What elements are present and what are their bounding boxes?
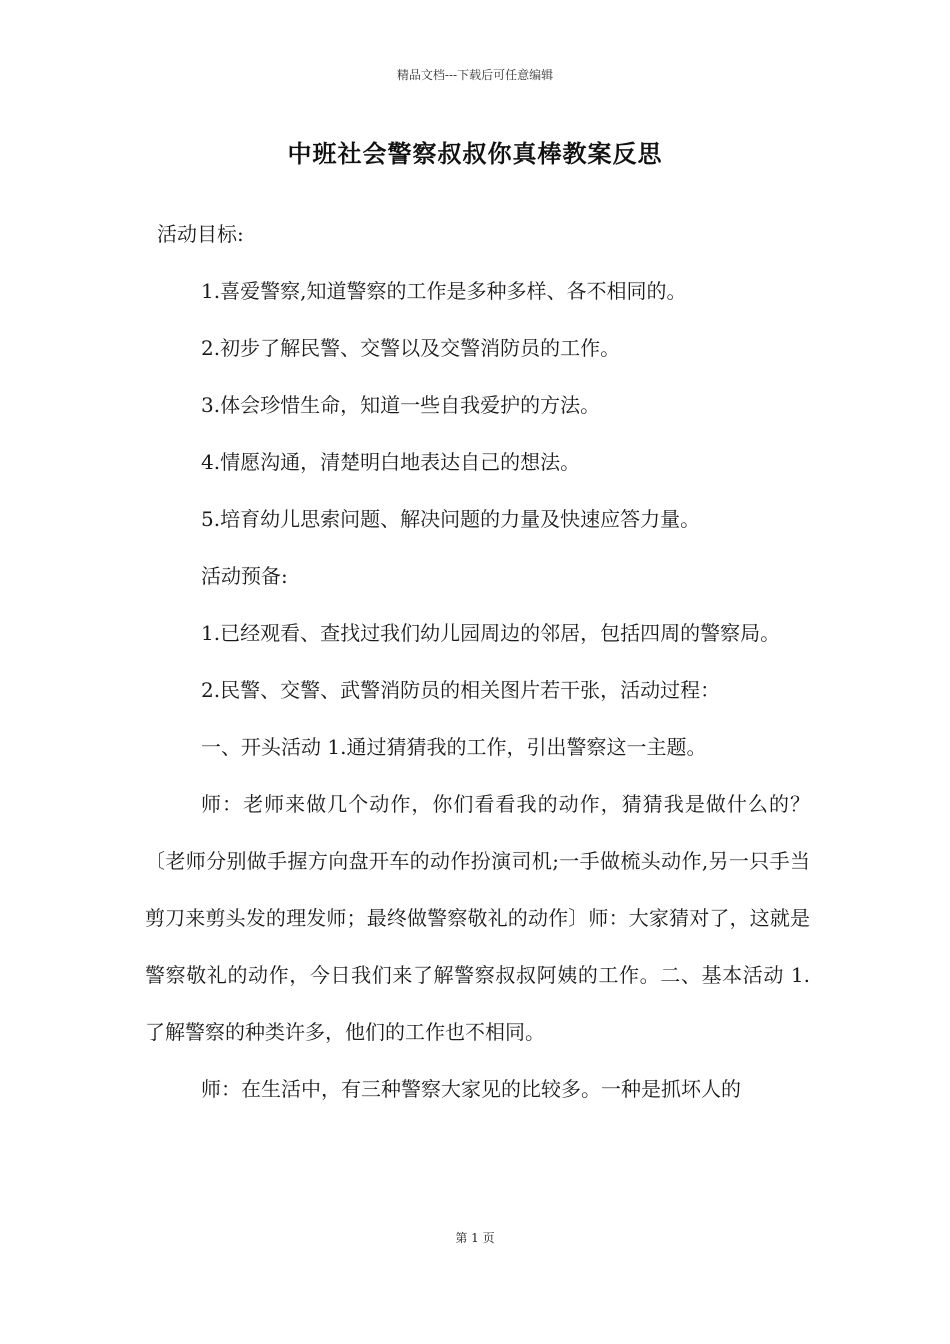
paragraph-objective-5: 5.培育幼儿思索问题、解决问题的力量及快速应答力量。 xyxy=(201,507,701,531)
paragraph-process-3: 师：在生活中，有三种警察大家见的比较多。一种是抓坏人的 xyxy=(201,1077,741,1101)
paragraph-preparation-1: 1.已经观看、查找过我们幼儿园周边的邻居，包括四周的警察局。 xyxy=(201,621,781,645)
header-note: 精品文档---下载后可任意编辑 xyxy=(396,68,554,82)
paragraph-preparation-heading: 活动预备: xyxy=(201,564,288,588)
paragraph-objective-4: 4.情愿沟通，清楚明白地表达自己的想法。 xyxy=(201,450,581,474)
footer-page-number: 1 xyxy=(471,1231,479,1245)
document-body xyxy=(145,206,810,1118)
page-footer xyxy=(0,1229,950,1246)
paragraph-objective-2: 2.初步了解民警、交警以及交警消防员的工作。 xyxy=(201,336,621,360)
paragraph-objectives-heading: 活动目标: xyxy=(157,222,244,246)
document-title: 中班社会警察叔叔你真棒教案反思 xyxy=(287,139,663,168)
footer-suffix: 页 xyxy=(482,1231,495,1245)
footer-prefix: 第 xyxy=(455,1231,468,1245)
paragraph-process-1: 一、开头活动 1.通过猜猜我的工作，引出警察这一主题。 xyxy=(201,735,707,759)
paragraph-process-2: 师：老师来做几个动作，你们看看我的动作，猜猜我是做什么的？〔老师分别做手握方向盘开车的动作扮演司机;一手做梳头动作,另一只手当剪刀来剪头发的理发师；最终做警察敬礼的动作〕师：大家猜对了，这就是警察敬礼的动作，今日我们来了解警察叔叔阿姨的工作。二、基本活动 1.了解警察的种类许多，他们的工作也不相同。 xyxy=(145,792,810,1044)
paragraph-objective-1: 1.喜爱警察,知道警察的工作是多种多样、各不相同的。 xyxy=(201,279,687,303)
paragraph-objective-3: 3.体会珍惜生命，知道一些自我爱护的方法。 xyxy=(201,393,601,417)
paragraph-preparation-2: 2.民警、交警、武警消防员的相关图片若干张，活动过程： xyxy=(201,678,721,702)
